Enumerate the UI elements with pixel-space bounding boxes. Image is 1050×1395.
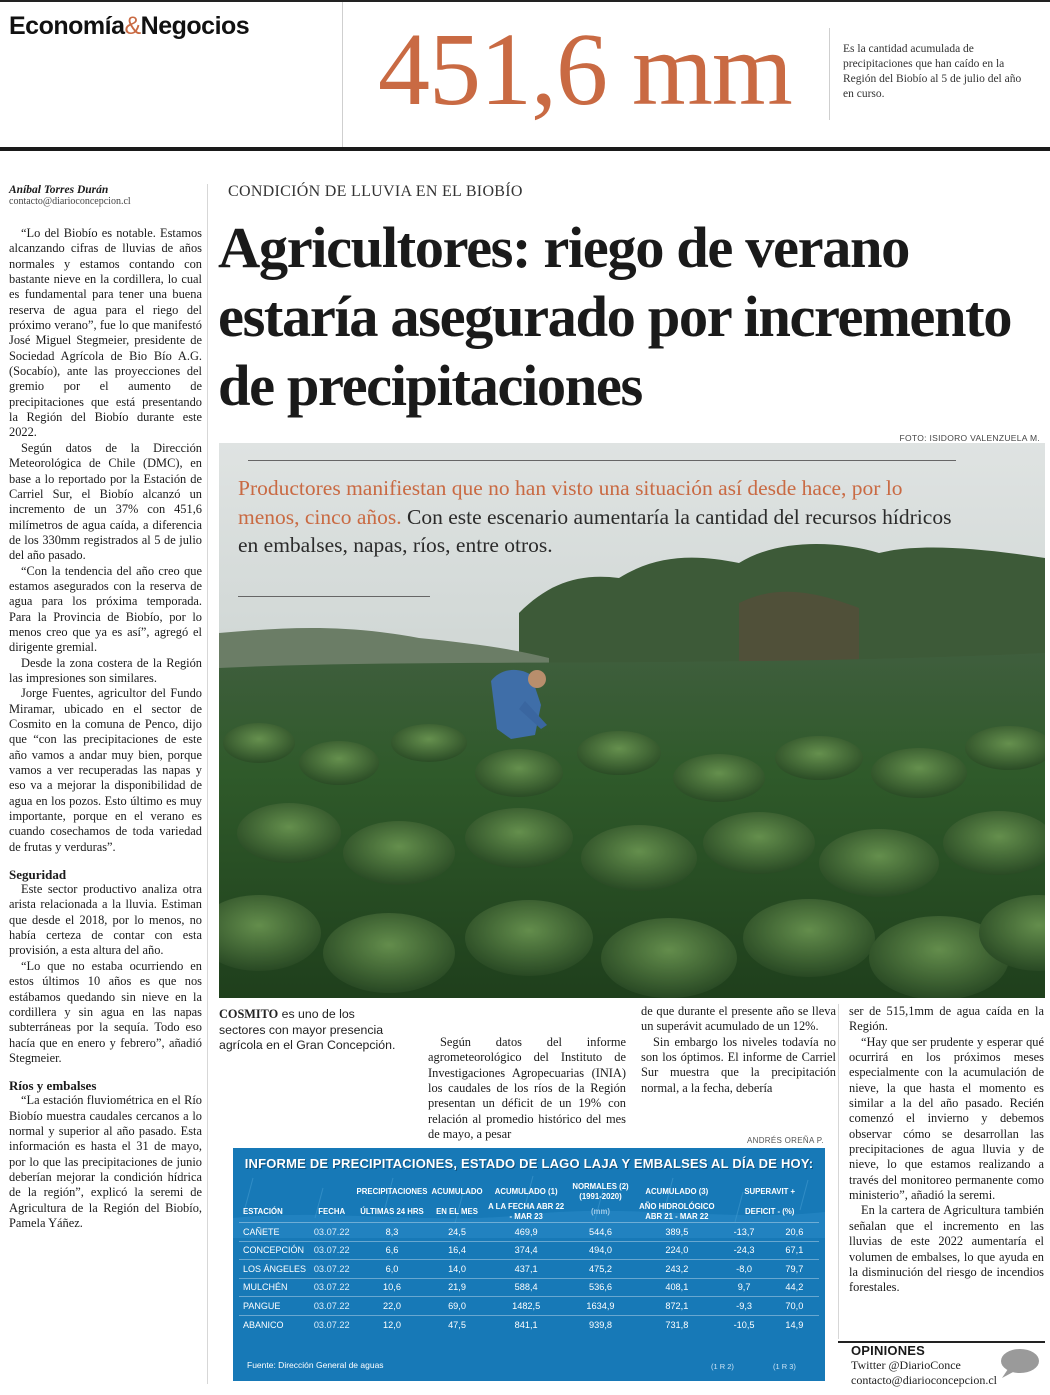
table-cell: 408,1 — [633, 1278, 720, 1297]
table-cell: 22,0 — [355, 1297, 430, 1316]
quote-rule — [248, 460, 956, 461]
precipitation-table-box — [233, 1148, 825, 1381]
masthead-bottom-rule — [0, 147, 1050, 151]
table-cell: CONCEPCIÓN — [239, 1241, 309, 1260]
table-cell: 03.07.22 — [309, 1315, 355, 1334]
table-cell: -10,5 — [720, 1315, 769, 1334]
table-cell: 70,0 — [770, 1297, 819, 1316]
table-cell: 47,5 — [429, 1315, 484, 1334]
table-row — [239, 1223, 819, 1242]
body-paragraph: Desde la zona costera de la Región las impresiones son similares. — [9, 655, 202, 685]
table-cell: 6,0 — [355, 1260, 430, 1279]
table-cell: 69,0 — [429, 1297, 484, 1316]
opinion-twitter[interactable]: Twitter @DiarioConce — [851, 1358, 961, 1372]
body-paragraph: “Lo que no estaba ocurriendo en estos últimos 10 años es que nos estábamos quedando sin nieve en la cordillera y sin agua en las napas subterráneas por la sequía. Todo eso hacía que en enero y febrero”, añadió Stegmeier. — [9, 958, 202, 1065]
table-header-row — [239, 1202, 819, 1223]
table-header-cell: ACUMULADO — [431, 1187, 483, 1196]
table-header-cell — [239, 1182, 309, 1202]
body-paragraph: Según datos del informe agrometeorológico del Instituto de Investigaciones Agropecuarias (INIA) los caudales de los ríos de la Región presentan un déficit de un 19% con relación al promedio histórico del mes de mayo, a pesar — [428, 1035, 626, 1142]
body-paragraph: “Lo del Biobío es notable. Estamos alcanzando cifras de lluvias de años normales y estamos contando con bastante nieve en la cordillera, lo cual es fundamental para tener una buena reserva de agua para el riego del próximo verano”, fue lo que manifestó José Miguel Stegmeier, presidente de Sociedad Agrícola de Bio Bío A.G. (Socabío), ante las proyecciones del gremio por el aumento de precipitaciones que está presentando la Región del Biobío durante este 2022. — [9, 226, 202, 440]
table-cell: 588,4 — [485, 1278, 568, 1297]
table-header-cell: PRECIPITACIONES — [356, 1187, 428, 1196]
column-divider — [207, 184, 208, 1384]
table-header-cell: EN EL MES — [436, 1207, 478, 1216]
body-paragraph: Este sector productivo analiza otra arista relacionada a la lluvia. Estiman que desde el 2018, por lo menos, no había certeza de contar con esta provisión, a esta altura del año. — [9, 882, 202, 958]
table-credit: ANDRÉS OREÑA P. — [747, 1136, 824, 1145]
quote-rule — [238, 596, 430, 597]
subheading: Seguridad — [9, 867, 67, 883]
table-header-cell: DEFICIT - (%) — [745, 1207, 795, 1216]
table-footnote: (1 R 3) — [773, 1362, 796, 1371]
table-cell: 03.07.22 — [309, 1297, 355, 1316]
table-cell: 544,6 — [568, 1223, 634, 1242]
table-cell: -24,3 — [720, 1241, 769, 1260]
table-header-cell: SUPERAVIT + — [744, 1187, 796, 1196]
table-cell: -8,0 — [720, 1260, 769, 1279]
body-paragraph: Según datos de la Dirección Meteorológica de Chile (DMC), en base a lo reportado por la Estación de Carriel Sur, el Biobío alcanzó un incremento de un 37% con 451,6 milímetros de agua caída, a diferencia de los 330mm registrados al 5 de julio del año pasado. — [9, 440, 202, 563]
table-cell: LOS ÁNGELES — [239, 1260, 309, 1279]
table-cell: ABANICO — [239, 1315, 309, 1334]
body-paragraph: de que durante el presente año se lleva un superávit acumulado de un 12%. — [641, 1004, 836, 1034]
table-cell: 939,8 — [568, 1315, 634, 1334]
table-row — [239, 1315, 819, 1334]
body-paragraph: ser de 515,1mm de agua caída en la Región. — [849, 1004, 1044, 1034]
table-header-cell: NORMALES (2) (1991-2020) — [572, 1182, 629, 1201]
article-headline: Agricultores: riego de verano estaría asegurado por incremento de precipitaciones — [218, 215, 1012, 418]
column-divider — [838, 1004, 839, 1339]
table-source: Fuente: Dirección General de aguas — [247, 1360, 384, 1370]
table-cell: 469,9 — [485, 1223, 568, 1242]
table-cell: 374,4 — [485, 1241, 568, 1260]
table-cell: 21,9 — [429, 1278, 484, 1297]
table-cell: 475,2 — [568, 1260, 634, 1279]
table-cell: CAÑETE — [239, 1223, 309, 1242]
opinion-email[interactable]: contacto@diarioconcepcion.cl — [851, 1373, 997, 1387]
table-cell: 03.07.22 — [309, 1241, 355, 1260]
table-header-cell: ESTACIÓN — [243, 1207, 283, 1216]
table-cell: 224,0 — [633, 1241, 720, 1260]
body-paragraph: “Con la tendencia del año creo que estamos asegurados con la reserva de agua para los próxima temporada. Para la Provincia de Biobío, por lo menos creo que ya es así”, agregó el dirigente gremial. — [9, 563, 202, 655]
table-header-cell: ÚLTIMAS 24 HRS — [360, 1207, 424, 1216]
subheading: Ríos y embalses — [9, 1078, 97, 1094]
photo-caption: COSMITO es uno de los sectores con mayor presencia agrícola en el Gran Concepción. — [219, 1007, 396, 1053]
table-cell: 14,9 — [770, 1315, 819, 1334]
opinion-title: OPINIONES — [851, 1343, 926, 1358]
table-cell: 8,3 — [355, 1223, 430, 1242]
masthead-top-rule — [0, 0, 1050, 2]
author-contact: contacto@diarioconcepcion.cl — [9, 196, 131, 207]
featured-figure: 451,6 mm — [378, 12, 792, 127]
speech-bubble-icon — [998, 1347, 1040, 1379]
table-cell: 437,1 — [485, 1260, 568, 1279]
article-kicker: CONDICIÓN DE LLUVIA EN EL BIOBÍO — [228, 183, 523, 200]
table-cell: 67,1 — [770, 1241, 819, 1260]
precipitation-table — [239, 1182, 819, 1334]
table-cell: 731,8 — [633, 1315, 720, 1334]
table-cell: 03.07.22 — [309, 1223, 355, 1242]
table-cell: PANGUE — [239, 1297, 309, 1316]
table-cell: 16,4 — [429, 1241, 484, 1260]
table-cell: 1482,5 — [485, 1297, 568, 1316]
left-article-column — [9, 184, 202, 1231]
table-cell: MULCHÉN — [239, 1278, 309, 1297]
article-column — [641, 1004, 836, 1096]
table-cell: 1634,9 — [568, 1297, 634, 1316]
masthead-divider — [342, 2, 343, 148]
table-title: INFORME DE PRECIPITACIONES, ESTADO DE LAGO LAJA Y EMBALSES AL DÍA DE HOY: — [244, 1156, 814, 1171]
table-header-cell: ACUMULADO (3) — [645, 1187, 709, 1196]
table-cell: 243,2 — [633, 1260, 720, 1279]
table-header-cell: AÑO HIDROLÓGICO ABR 21 - MAR 22 — [639, 1202, 715, 1221]
table-header-row — [239, 1182, 819, 1202]
featured-figure-description: Es la cantidad acumulada de precipitaciones que han caído en la Región del Biobío al 5 de julio del año en curso. — [843, 43, 1022, 100]
table-footnote: (1 R 2) — [711, 1362, 734, 1371]
table-row — [239, 1297, 819, 1316]
table-cell: 9,7 — [720, 1278, 769, 1297]
table-row — [239, 1241, 819, 1260]
table-cell: -13,7 — [720, 1223, 769, 1242]
table-cell: 14,0 — [429, 1260, 484, 1279]
body-paragraph: Sin embargo los niveles todavía no son los óptimos. El informe de Carriel Sur muestra que la precipitación normal, a la fecha, debería — [641, 1034, 836, 1095]
table-cell: 389,5 — [633, 1223, 720, 1242]
author-byline: Aníbal Torres Durán — [9, 184, 109, 196]
table-cell: 44,2 — [770, 1278, 819, 1297]
masthead-divider — [829, 28, 830, 120]
table-cell: 12,0 — [355, 1315, 430, 1334]
article-column — [849, 1004, 1044, 1296]
table-cell: 841,1 — [485, 1315, 568, 1334]
table-cell: 03.07.22 — [309, 1278, 355, 1297]
body-paragraph: “La estación fluviométrica en el Río Biobío muestra caudales cercanos a lo normal y superior al año pasado. Esta información es hasta el 31 de mayo, por lo que las precipitaciones de junio deberían mejorar la condición hídrica de la región”, explicó la seremi de Agricultura de la Región del Biobío, Pamela Yáñez. — [9, 1093, 202, 1230]
body-paragraph: En la cartera de Agricultura también señalan que el incremento en las lluvias de este 2022 aumentaría el volumen de embalses, lo que ayuda en la disminución del riesgo de incendios forestales. — [849, 1203, 1044, 1295]
table-cell: -9,3 — [720, 1297, 769, 1316]
table-row — [239, 1278, 819, 1297]
masthead — [0, 0, 1050, 160]
table-header-cell — [309, 1182, 355, 1202]
table-cell: 872,1 — [633, 1297, 720, 1316]
table-cell: 494,0 — [568, 1241, 634, 1260]
article-column — [428, 1035, 626, 1142]
table-cell: 24,5 — [429, 1223, 484, 1242]
table-cell: 79,7 — [770, 1260, 819, 1279]
table-cell: 03.07.22 — [309, 1260, 355, 1279]
table-header-cell: (mm) — [590, 1207, 611, 1216]
table-cell: 10,6 — [355, 1278, 430, 1297]
table-cell: 6,6 — [355, 1241, 430, 1260]
photo-credit: FOTO: ISIDORO VALENZUELA M. — [899, 433, 1040, 443]
table-header-cell: ACUMULADO (1) — [494, 1187, 558, 1196]
table-row — [239, 1260, 819, 1279]
pull-quote: Productores manifiestan que no han visto una situación así desde hace, por lo menos, cinco años. Con este escenario aumentaría la cantidad del recursos hídricos en embalses, napas, ríos, entre otros. — [238, 476, 952, 557]
section-title: Economía&Negocios — [9, 12, 250, 40]
table-header-cell: A LA FECHA ABR 22 - MAR 23 — [488, 1202, 565, 1221]
table-cell: 20,6 — [770, 1223, 819, 1242]
body-paragraph: “Hay que ser prudente y esperar qué ocurrirá en los próximos meses especialmente con la acumulación de nieve, la que hasta el momento es similar a la del año pasado. Recién comenzó el invierno y debemos observar cómo se desarrollan las precipitaciones de agua lluvia y de nieve, lo que estamos realizando a través del monitoreo permanente como ministerio”, añadió la seremi. — [849, 1034, 1044, 1203]
body-paragraph: Jorge Fuentes, agricultor del Fundo Miramar, ubicado en el sector de Cosmito en la comuna de Penco, dijo que “con las precipitaciones de este año vamos a andar muy bien, porque vamos a ver recuperadas las napas y eso va a mejorar la disponibilidad de agua en los pozos. Esto último es muy importante, porque en el verano es cuando cosechamos de toda variedad de frutas y verduras”. — [9, 686, 202, 854]
table-header-cell: FECHA — [318, 1207, 346, 1216]
table-cell: 536,6 — [568, 1278, 634, 1297]
